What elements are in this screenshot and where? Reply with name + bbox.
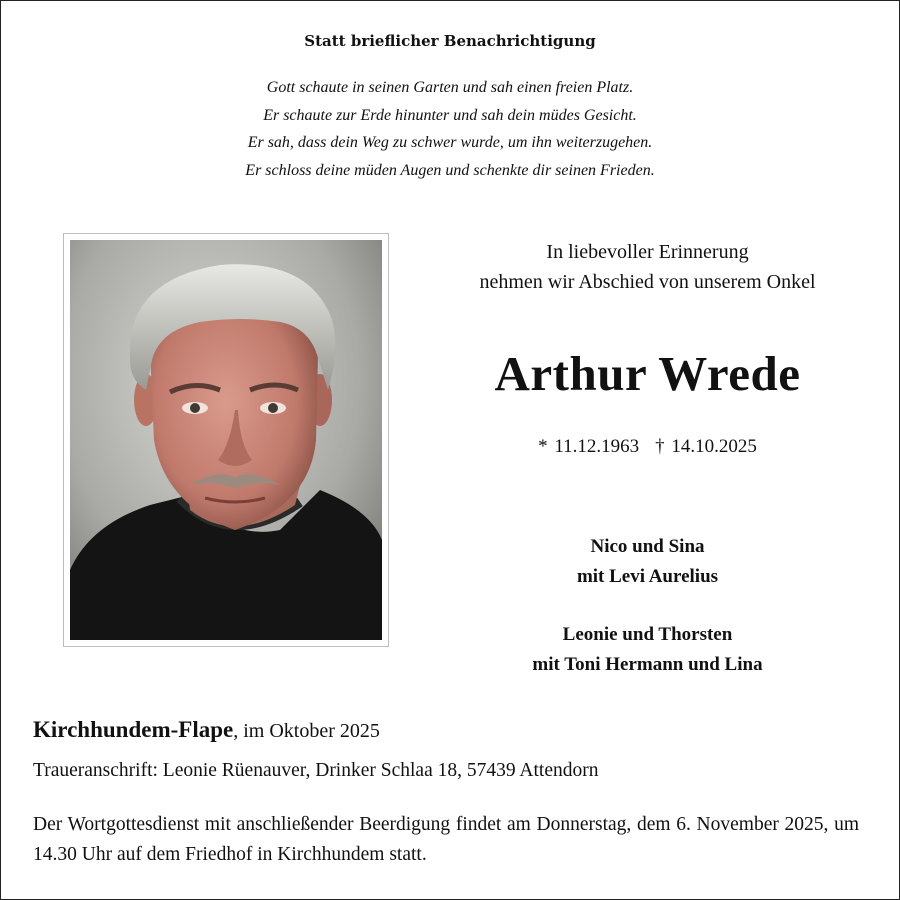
notice-heading: Statt brieflicher Benachrichtigung — [304, 32, 596, 50]
family-group — [410, 620, 885, 680]
funeral-service-info: Der Wortgottesdienst mit anschließender Beerdigung findet am Donnerstag, dem 6. November 2025, um 14.30 Uhr auf dem Friedhof in Kirchhundem statt. — [33, 814, 859, 865]
life-dates — [410, 436, 885, 458]
poem — [0, 74, 900, 184]
family-line: Leonie und Thorsten — [562, 624, 733, 645]
family-line: mit Levi Aurelius — [576, 566, 719, 587]
place-and-date — [33, 717, 380, 743]
family-line: mit Toni Hermann und Lina — [532, 654, 763, 675]
poem-line: Er schaute zur Erde hinunter und sah dein müdes Gesicht. — [263, 106, 637, 124]
poem-line: Gott schaute in seinen Garten und sah einen freien Platz. — [266, 79, 634, 96]
family-group — [410, 532, 885, 592]
intro-line: In liebevoller Erinnerung — [546, 241, 749, 263]
portrait-photo — [63, 233, 389, 647]
place-date: , im Oktober 2025 — [233, 720, 380, 742]
mourning-address: Traueranschrift: Leonie Rüenauver, Drinker Schlaa 18, 57439 Attendorn — [33, 760, 599, 781]
intro-line: nehmen wir Abschied von unserem Onkel — [479, 271, 816, 293]
birth-date: * 11.12.1963 — [538, 436, 640, 457]
poem-line: Er sah, dass dein Weg zu schwer wurde, um ihn weiterzugehen. — [247, 134, 653, 151]
poem-line: Er schloss deine müden Augen und schenkte dir seinen Frieden. — [245, 161, 655, 179]
place-name: Kirchhundem-Flape — [33, 717, 234, 742]
family-line: Nico und Sina — [590, 536, 705, 557]
intro-text — [410, 237, 885, 297]
death-date: † 14.10.2025 — [655, 436, 757, 457]
portrait-image — [70, 240, 382, 640]
deceased-name: Arthur Wrede — [494, 346, 801, 401]
